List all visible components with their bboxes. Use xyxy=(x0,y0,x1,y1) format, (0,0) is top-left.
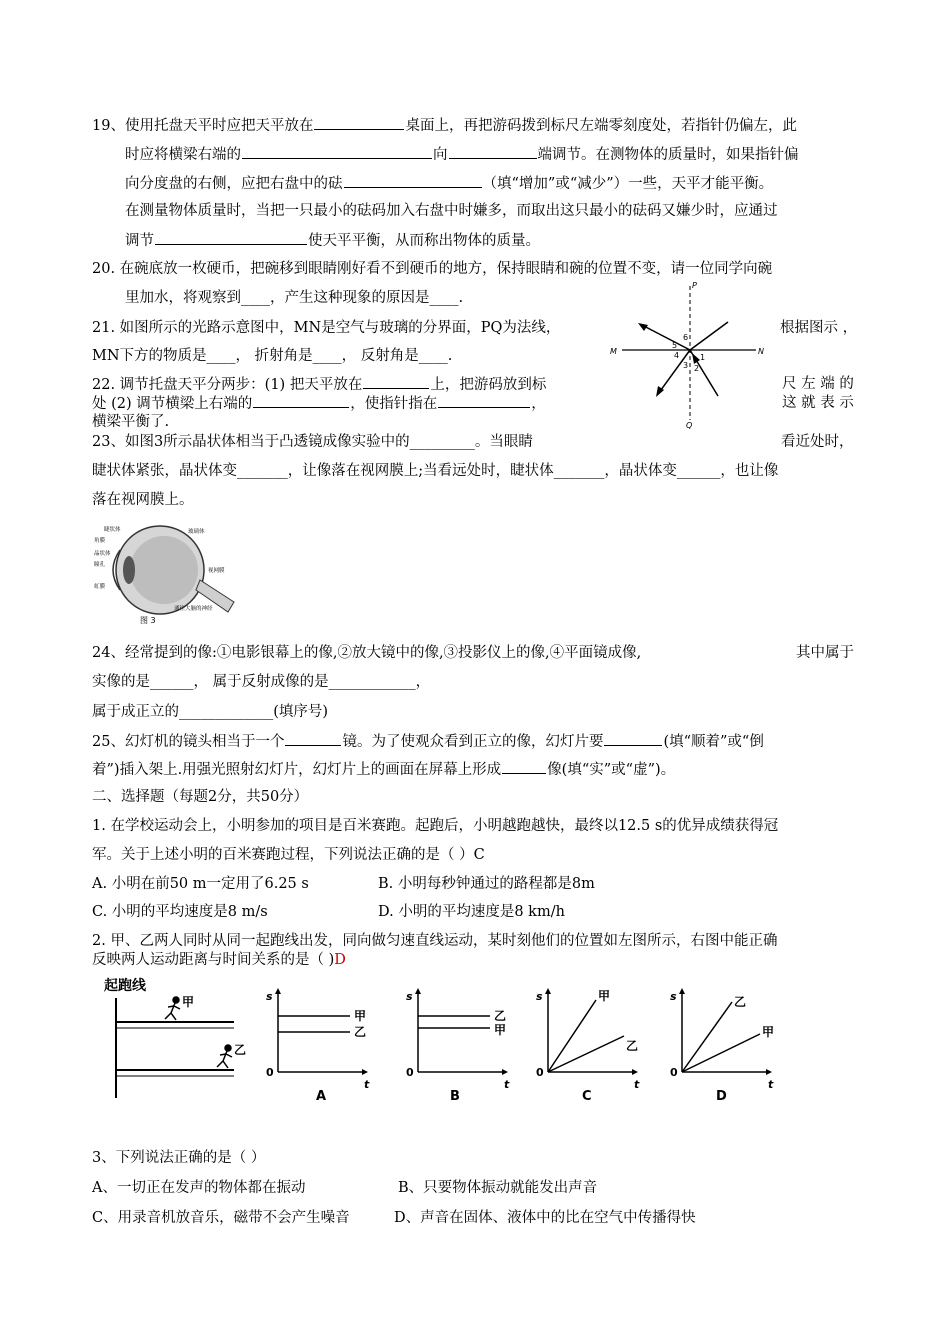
q22-line1c: 尺 左 端 的 xyxy=(782,376,854,392)
angle-1: 1 xyxy=(700,353,706,362)
label-lens: 晶状体 xyxy=(94,551,111,557)
section-2-heading: 二、选择题（每题2分，共50分） xyxy=(92,789,309,805)
q21-line1b: 根据图示 ， xyxy=(780,320,858,336)
q19-line2: 时应将横梁右端的 向 端调节。在测物体的质量时，如果指针偏 xyxy=(125,144,799,165)
crystalline-lens xyxy=(123,556,135,584)
q19-line3: 向分度盘的右侧，应把右盘中的砝 （填“增加”或“减少”）一些，天平才能平衡。 xyxy=(125,173,773,194)
svg-text:甲: 甲 xyxy=(762,1025,775,1039)
label-p: P xyxy=(692,281,697,290)
label-iris: 虹膜 xyxy=(94,584,106,590)
figure-3-caption: 图 3 xyxy=(140,616,156,625)
svg-text:0: 0 xyxy=(536,1066,544,1079)
q22-line2d: 这 就 表 示 xyxy=(782,395,854,411)
q22-line1: 22. 调节托盘天平分两步：(1) 把天平放在 上，把游码放到标 xyxy=(92,374,546,395)
runner-yi-icon xyxy=(217,1045,232,1068)
light-ray-diagram xyxy=(608,278,768,430)
svg-text:t: t xyxy=(364,1078,370,1091)
mc1-line1: 1. 在学校运动会上，小明参加的项目是百米赛跑。起跑后，小明越跑越快，最终以12.5 s的优异成绩获得冠 xyxy=(92,818,779,834)
graph-b xyxy=(406,988,510,1104)
q24-line1a: 24、经常提到的像:①电影银幕上的像,②放大镜中的像,③投影仪上的像,④平面镜成像, xyxy=(92,645,642,661)
svg-text:乙: 乙 xyxy=(354,1025,367,1039)
label-pupil: 瞳孔 xyxy=(94,562,106,568)
q23-line2: 睫状体紧张，晶状体变_______，让像落在视网膜上;当看远处时，睫状体_______，晶状体变______，也让像 xyxy=(92,463,779,479)
graph-d-line-jia xyxy=(682,1034,760,1072)
q23-line1a: 23、如图3所示晶状体相当于凸透镜成像实验中的_________。当眼睛 xyxy=(92,434,533,450)
runner-yi-label: 乙 xyxy=(234,1043,247,1057)
angle-5: 5 xyxy=(672,341,678,350)
angle-4: 4 xyxy=(674,351,680,360)
svg-text:s: s xyxy=(536,990,543,1003)
arrow-up-left xyxy=(692,353,700,364)
graph-a xyxy=(266,988,370,1104)
q25-line1: 25、幻灯机的镜头相当于一个 镜。为了使观众看到正立的像，幻灯片要 (填“顺着”或“倒 xyxy=(92,731,764,752)
svg-text:甲: 甲 xyxy=(354,1009,367,1023)
graph-a-letter: A xyxy=(316,1089,327,1104)
motion-graphs-figure xyxy=(100,976,800,1126)
mc2-line2: 反映两人运动距离与时间关系的是（ )D xyxy=(92,952,346,968)
graph-d-line-yi xyxy=(682,1002,732,1072)
mc3-option-c: C、用录音机放音乐，磁带不会产生噪音 xyxy=(92,1210,350,1226)
q22-line3: 横梁平衡了. xyxy=(92,414,170,430)
q23-line1b: 看近处时， xyxy=(781,434,854,450)
q22-line2: 处 (2) 调节横梁上右端的 ，使指针指在 ， xyxy=(92,393,546,414)
mc1-option-d: D. 小明的平均速度是8 km/h xyxy=(378,904,565,920)
q19-line4: 在测量物体质量时，当把一只最小的砝码加入右盘中时嫌多，而取出这只最小的砝码又嫌少时，应通过 xyxy=(125,203,778,219)
svg-text:s: s xyxy=(670,990,677,1003)
svg-text:0: 0 xyxy=(266,1066,274,1079)
svg-text:t: t xyxy=(504,1078,510,1091)
svg-text:乙: 乙 xyxy=(626,1039,639,1053)
runner-jia-label: 甲 xyxy=(182,995,195,1009)
mc1-option-b: B. 小明每秒钟通过的路程都是8m xyxy=(378,876,595,892)
q24-line3: 属于成正立的_____________(填序号) xyxy=(92,704,329,720)
angle-6: 6 xyxy=(683,333,689,342)
svg-text:0: 0 xyxy=(406,1066,414,1079)
graph-c-letter: C xyxy=(582,1089,592,1104)
angle-2: 2 xyxy=(694,364,700,373)
mc1-option-c: C. 小明的平均速度是8 m/s xyxy=(92,904,268,920)
arrow-left xyxy=(638,323,648,331)
svg-text:t: t xyxy=(634,1078,640,1091)
label-vitreous: 玻璃体 xyxy=(188,529,205,535)
svg-text:乙: 乙 xyxy=(494,1009,507,1023)
q21-line2: MN下方的物质是____， 折射角是____， 反射角是____. xyxy=(92,348,453,364)
q19-line5: 调节 使天平平衡，从而称出物体的质量。 xyxy=(125,230,540,251)
svg-text:乙: 乙 xyxy=(734,995,747,1009)
svg-text:0: 0 xyxy=(670,1066,678,1079)
q23-line3: 落在视网膜上。 xyxy=(92,492,194,508)
ray-upper-right xyxy=(690,322,728,350)
svg-text:甲: 甲 xyxy=(598,989,611,1003)
runner-jia-icon xyxy=(165,997,180,1020)
q25-line2: 着”)插入架上.用强光照射幻灯片，幻灯片上的画面在屏幕上形成 像(填“实”或“虚”)。 xyxy=(92,759,675,780)
graph-d xyxy=(670,988,774,1104)
svg-text:t: t xyxy=(768,1078,774,1091)
mc1-line2: 军。关于上述小明的百米赛跑过程，下列说法正确的是（ ）C xyxy=(92,847,485,863)
q21-line1a: 21. 如图所示的光路示意图中，MN是空气与玻璃的分界面，PQ为法线， xyxy=(92,320,561,336)
q20-line1: 20. 在碗底放一枚硬币，把碗移到眼睛刚好看不到硬币的地方，保持眼睛和碗的位置不变，请一位同学向碗 xyxy=(92,261,773,277)
graph-b-letter: B xyxy=(450,1089,460,1104)
graph-c xyxy=(536,988,640,1104)
q19-line1: 19、使用托盘天平时应把天平放在 桌面上，再把游码拨到标尺左端零刻度处，若指针仍偏左，此 xyxy=(92,115,797,136)
q24-line1b: 其中属于 xyxy=(796,645,854,661)
svg-text:s: s xyxy=(406,990,413,1003)
label-nerve: 通往大脑的神经 xyxy=(174,606,213,612)
start-line-label: 起跑线 xyxy=(104,978,146,994)
eye-diagram xyxy=(92,522,242,628)
label-m: M xyxy=(610,347,617,356)
mc3-option-d: D、声音在固体、液体中的比在空气中传播得快 xyxy=(394,1210,696,1226)
mc1-option-a: A. 小明在前50 m一定用了6.25 s xyxy=(92,876,309,892)
svg-text:s: s xyxy=(266,990,273,1003)
svg-text:甲: 甲 xyxy=(494,1023,507,1037)
label-ciliary-body: 睫状体 xyxy=(104,527,121,533)
mc2-line1: 2. 甲、乙两人同时从同一起跑线出发，同向做匀速直线运动，某时刻他们的位置如左图所示，右图中能正确 xyxy=(92,933,778,949)
mc3-option-b: B、只要物体振动就能发出声音 xyxy=(398,1180,598,1196)
label-retina: 视网膜 xyxy=(208,568,225,574)
q24-line2: 实像的是______， 属于反射成像的是____________， xyxy=(92,674,431,690)
vitreous-body xyxy=(130,536,198,604)
label-cornea: 角膜 xyxy=(94,538,106,544)
angle-3: 3 xyxy=(683,361,689,370)
label-n: N xyxy=(758,347,764,356)
mc3-line1: 3、下列说法正确的是（ ） xyxy=(92,1150,266,1166)
graph-d-letter: D xyxy=(716,1089,727,1104)
q20-line2: 里加水，将观察到____，产生这种现象的原因是____. xyxy=(125,290,464,306)
mc2-answer: D xyxy=(334,952,346,968)
label-q: Q xyxy=(686,421,693,430)
mc3-option-a: A、一切正在发声的物体都在振动 xyxy=(92,1180,306,1196)
